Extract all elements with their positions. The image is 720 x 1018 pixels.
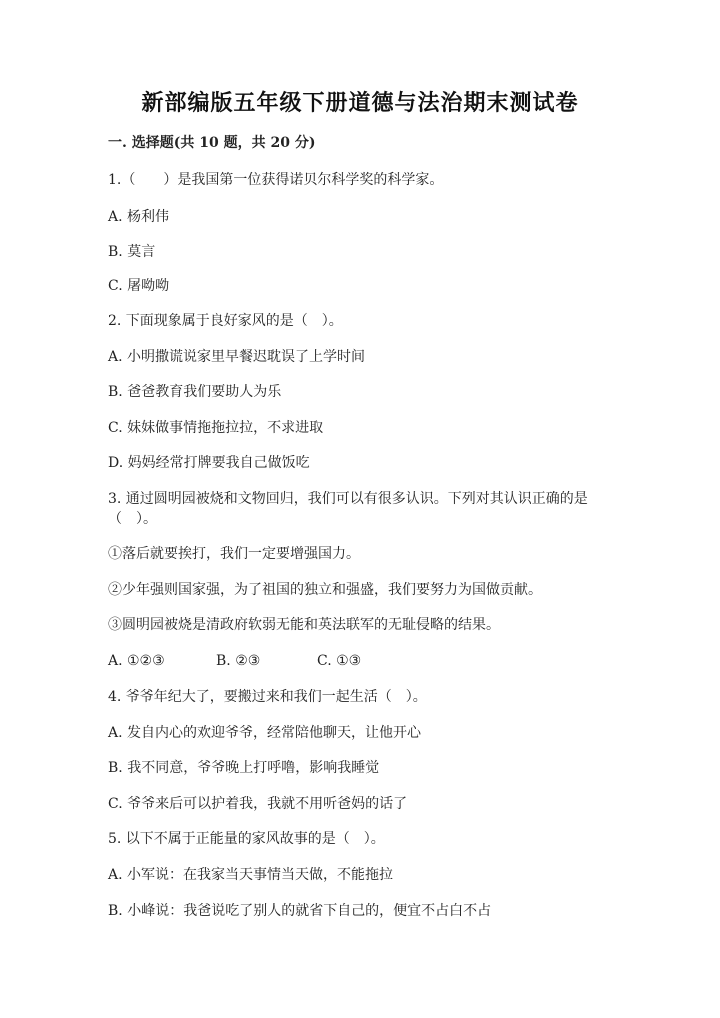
question-4-option-a: A. 发自内心的欢迎爷爷，经常陪他聊天，让他开心 [108,725,422,741]
question-3-option-b: B. ②③ [216,653,261,669]
question-4-stem: 4. 爷爷年纪大了，要搬过来和我们一起生活（ ）。 [108,689,427,705]
question-2-option-d: D. 妈妈经常打牌要我自己做饭吃 [108,455,310,471]
question-5-option-b: B. 小峰说：我爸说吃了别人的就省下自己的，便宜不占白不占 [108,903,492,919]
question-3-option-c: C. ①③ [317,653,362,669]
question-3-stem-line-2: （ ）。 [108,511,157,527]
question-3-stem-line-1: 3. 通过圆明园被烧和文物回归，我们可以有很多认识。下列对其认识正确的是 [108,491,588,507]
question-3-statement-1: ①落后就要挨打，我们一定要增强国力。 [108,546,360,562]
question-1-option-c: C. 屠呦呦 [108,278,170,294]
question-4-option-b: B. 我不同意，爷爷晚上打呼噜，影响我睡觉 [108,760,380,776]
question-3-option-a: A. ①②③ [108,653,165,669]
question-4-option-c: C. 爷爷来后可以护着我，我就不用听爸妈的话了 [108,796,408,812]
question-1-option-a: A. 杨利伟 [108,209,170,225]
question-1-stem: 1.（ ）是我国第一位获得诺贝尔科学奖的科学家。 [108,172,444,188]
document-title: 新部编版五年级下册道德与法治期末测试卷 [141,90,579,116]
question-2-option-c: C. 妹妹做事情拖拖拉拉，不求进取 [108,420,324,436]
section-heading: 一. 选择题(共 10 题，共 20 分) [108,135,316,151]
question-2-stem: 2. 下面现象属于良好家风的是（ ）。 [108,313,343,329]
question-5-option-a: A. 小军说：在我家当天事情当天做，不能拖拉 [108,867,394,883]
question-5-stem: 5. 以下不属于正能量的家风故事的是（ ）。 [108,831,385,847]
question-3-statement-2: ②少年强则国家强，为了祖国的独立和强盛，我们要努力为国做贡献。 [108,582,542,598]
question-3-statement-3: ③圆明园被烧是清政府软弱无能和英法联军的无耻侵略的结果。 [108,617,500,633]
question-2-option-a: A. 小明撒谎说家里早餐迟耽误了上学时间 [108,349,366,365]
question-1-option-b: B. 莫言 [108,244,156,260]
question-2-option-b: B. 爸爸教育我们要助人为乐 [108,384,282,400]
question-3-options [108,650,361,672]
